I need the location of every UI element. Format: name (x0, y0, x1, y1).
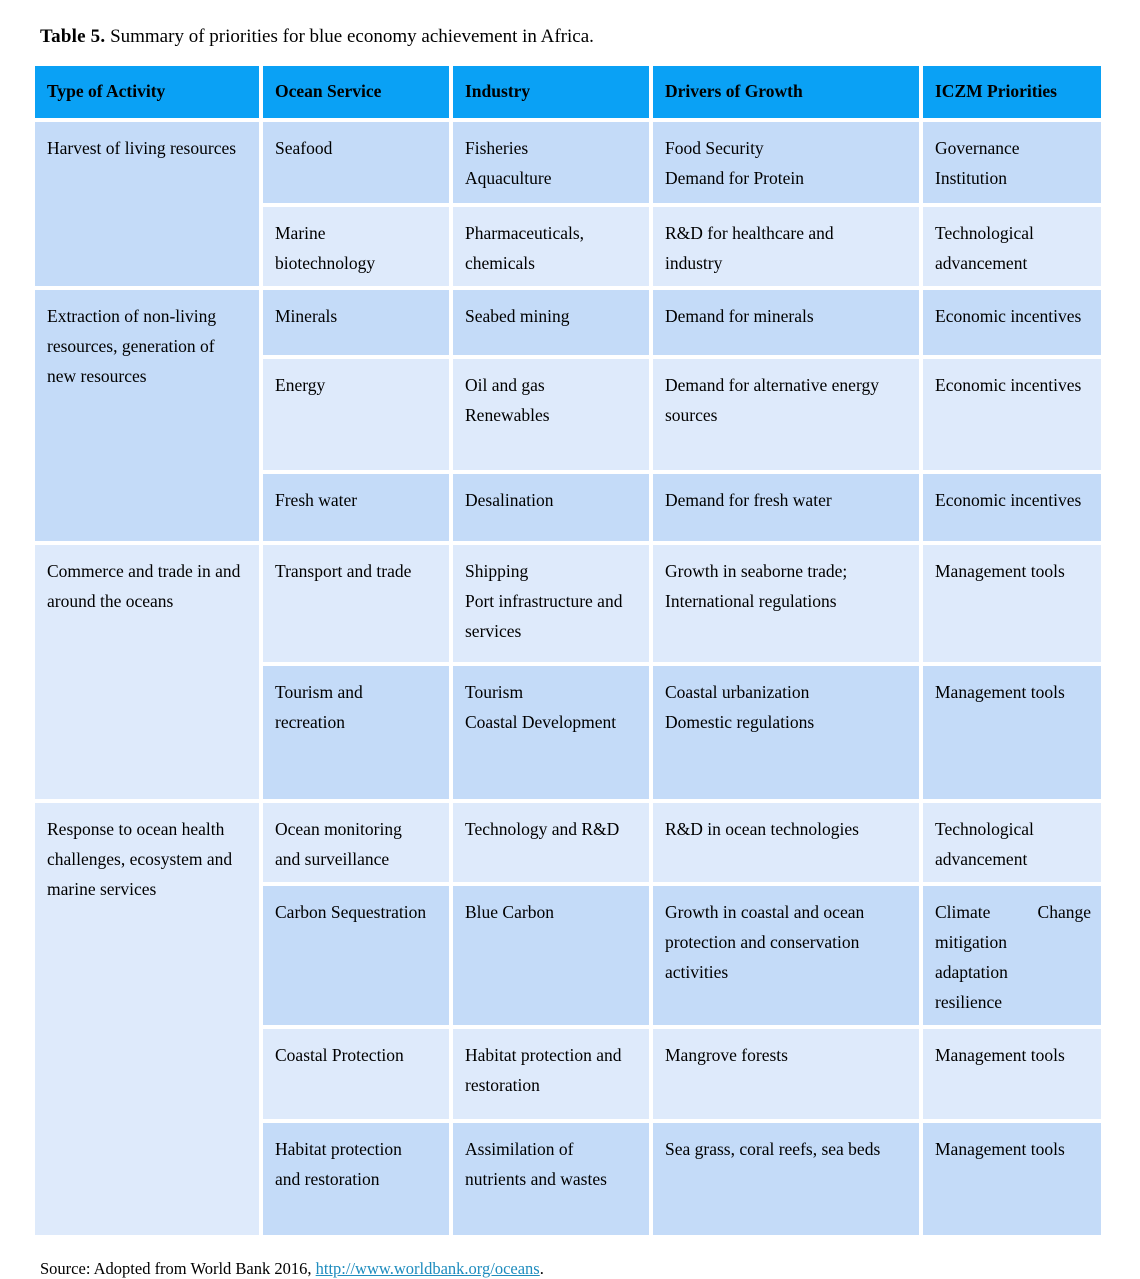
cell-line: restoration (465, 1075, 540, 1096)
cell-line: recreation (275, 711, 345, 732)
cell-line: advancement (935, 848, 1028, 869)
cell-drivers (653, 1029, 919, 1119)
cell-iczm-priorities (923, 207, 1101, 286)
cell-line: new resources (47, 366, 147, 387)
cell-line: Commerce and trade in and (47, 560, 241, 581)
cell-line: Economic incentives (935, 305, 1082, 326)
cell-line: Demand for fresh water (665, 489, 832, 510)
cell-line: Coastal Protection (275, 1045, 404, 1066)
header-row (35, 66, 1101, 118)
cell-line: Coastal urbanization (665, 681, 810, 702)
cell-ocean-service (263, 290, 449, 355)
column-header-2: Industry (453, 66, 649, 118)
cell-line: Management tools (935, 1139, 1065, 1160)
cell-line: Tourism and (275, 681, 363, 702)
cell-ocean-service (263, 122, 449, 203)
cell-line: Technological (935, 222, 1034, 243)
cell-line: Harvest of living resources (47, 137, 237, 158)
cell-line: Ocean monitoring (275, 818, 402, 839)
cell-line: Technology and R&D (465, 818, 620, 839)
cell-drivers (653, 1123, 919, 1235)
cell-line: Response to ocean health (47, 818, 225, 839)
cell-line: challenges, ecosystem and (47, 848, 233, 869)
cell-line: biotechnology (275, 252, 376, 273)
cell-industry (453, 666, 649, 799)
cell-line: adaptation (935, 962, 1008, 983)
cell-iczm-priorities (923, 290, 1101, 355)
cell-line: Domestic regulations (665, 711, 815, 732)
cell-line: sources (665, 404, 718, 425)
source-suffix: . (539, 1259, 544, 1279)
cell-ocean-service (263, 359, 449, 470)
cell-iczm-priorities (923, 803, 1101, 882)
cell-iczm-priorities (923, 474, 1101, 541)
column-header-3: Drivers of Growth (653, 66, 919, 118)
source-link[interactable]: http://www.worldbank.org/oceans (315, 1259, 540, 1279)
cell-industry (453, 359, 649, 470)
cell-line: Technological (935, 818, 1034, 839)
cell-iczm-priorities (923, 886, 1101, 1025)
cell-industry (453, 886, 649, 1025)
cell-drivers (653, 359, 919, 470)
cell-line: industry (665, 252, 723, 273)
cell-drivers (653, 290, 919, 355)
cell-drivers (653, 122, 919, 203)
column-header-1: Ocean Service (263, 66, 449, 118)
cell-line: Fresh water (275, 489, 358, 510)
cell-line: protection and conservation (665, 932, 860, 953)
cell-line: R&D in ocean technologies (665, 818, 859, 839)
cell-industry (453, 207, 649, 286)
cell-line: Aquaculture (465, 167, 552, 188)
cell-drivers (653, 886, 919, 1025)
cell-line: chemicals (465, 252, 535, 273)
cell-industry (453, 290, 649, 355)
cell-line: Sea grass, coral reefs, sea beds (665, 1139, 881, 1160)
cell-line: resilience (935, 992, 1003, 1013)
cell-line: Port infrastructure and (465, 590, 623, 611)
column-header-4: ICZM Priorities (923, 66, 1101, 118)
cell-line: Climate Change (935, 902, 1091, 923)
cell-line: Governance Institution (935, 137, 1020, 188)
cell-line: Economic incentives (935, 489, 1082, 510)
cell-line: mitigation (935, 932, 1007, 953)
cell-industry (453, 1123, 649, 1235)
cell-line: Seafood (275, 137, 333, 158)
cell-line: and surveillance (275, 848, 390, 869)
cell-line: Management tools (935, 681, 1065, 702)
cell-line: Renewables (465, 404, 550, 425)
cell-line: Growth in coastal and ocean (665, 902, 865, 923)
cell-line: Oil and gas (465, 374, 545, 395)
cell-line: activities (665, 962, 729, 983)
cell-drivers (653, 474, 919, 541)
cell-drivers (653, 666, 919, 799)
cell-line: services (465, 621, 522, 642)
cell-line: Growth in seaborne trade; (665, 560, 848, 581)
cell-line: nutrients and wastes (465, 1169, 607, 1190)
cell-line: Habitat protection and (465, 1045, 622, 1066)
cell-iczm-priorities (923, 666, 1101, 799)
table-row (35, 803, 1101, 882)
cell-ocean-service (263, 666, 449, 799)
cell-drivers (653, 207, 919, 286)
cell-line: Pharmaceuticals, (465, 222, 585, 243)
cell-industry (453, 803, 649, 882)
cell-line: Economic incentives (935, 374, 1082, 395)
cell-line: Tourism (465, 681, 524, 702)
cell-line: Food Security (665, 137, 764, 158)
blue-economy-table (31, 62, 1105, 1240)
cell-line: Mangrove forests (665, 1045, 788, 1066)
cell-line: Blue Carbon (465, 902, 554, 923)
cell-line: Habitat protection (275, 1139, 402, 1160)
cell-line: International regulations (665, 590, 837, 611)
cell-line: Energy (275, 374, 326, 395)
cell-line: R&D for healthcare and (665, 222, 834, 243)
cell-line: Management tools (935, 1045, 1065, 1066)
cell-iczm-priorities (923, 359, 1101, 470)
cell-ocean-service (263, 803, 449, 882)
cell-activity-group-1 (35, 290, 259, 541)
table-row (35, 122, 1101, 203)
cell-ocean-service (263, 1029, 449, 1119)
cell-line: Demand for Protein (665, 167, 804, 188)
cell-iczm-priorities (923, 1123, 1101, 1235)
source-prefix: Source: Adopted from World Bank 2016, (40, 1259, 316, 1279)
cell-line: Extraction of non-living (47, 305, 217, 326)
cell-iczm-priorities (923, 1029, 1101, 1119)
cell-industry (453, 1029, 649, 1119)
table-row (35, 545, 1101, 662)
cell-line: Coastal Development (465, 711, 617, 732)
cell-activity-group-0 (35, 122, 259, 286)
cell-ocean-service (263, 207, 449, 286)
cell-line: Desalination (465, 489, 554, 510)
cell-line: Carbon Sequestration (275, 902, 427, 923)
cell-line: Demand for minerals (665, 305, 814, 326)
cell-drivers (653, 803, 919, 882)
cell-line: resources, generation of (47, 335, 215, 356)
cell-ocean-service (263, 545, 449, 662)
cell-industry (453, 122, 649, 203)
cell-line: Shipping (465, 560, 529, 581)
table-caption-text: Summary of priorities for blue economy achievement in Africa. (105, 26, 594, 47)
cell-line: Assimilation of (465, 1139, 574, 1160)
cell-line: Fisheries (465, 137, 529, 158)
cell-activity-group-3 (35, 803, 259, 1236)
cell-industry (453, 474, 649, 541)
column-header-0: Type of Activity (35, 66, 259, 118)
cell-ocean-service (263, 474, 449, 541)
cell-line: Seabed mining (465, 305, 570, 326)
table-caption-label: Table 5. (40, 26, 106, 47)
cell-line: marine services (47, 879, 157, 900)
cell-industry (453, 545, 649, 662)
cell-line: Demand for alternative energy (665, 374, 879, 395)
source-note (40, 1259, 1112, 1279)
cell-line: around the oceans (47, 590, 174, 611)
cell-activity-group-2 (35, 545, 259, 799)
cell-line: and restoration (275, 1169, 380, 1190)
cell-ocean-service (263, 886, 449, 1025)
cell-iczm-priorities (923, 545, 1101, 662)
cell-line: advancement (935, 252, 1028, 273)
cell-line: Minerals (275, 305, 338, 326)
table-caption (40, 24, 1112, 50)
cell-line: Management tools (935, 560, 1065, 581)
cell-line: Marine (275, 222, 326, 243)
cell-iczm-priorities (923, 122, 1101, 203)
cell-ocean-service (263, 1123, 449, 1235)
cell-line: Transport and trade (275, 560, 412, 581)
cell-drivers (653, 545, 919, 662)
table-row (35, 290, 1101, 355)
